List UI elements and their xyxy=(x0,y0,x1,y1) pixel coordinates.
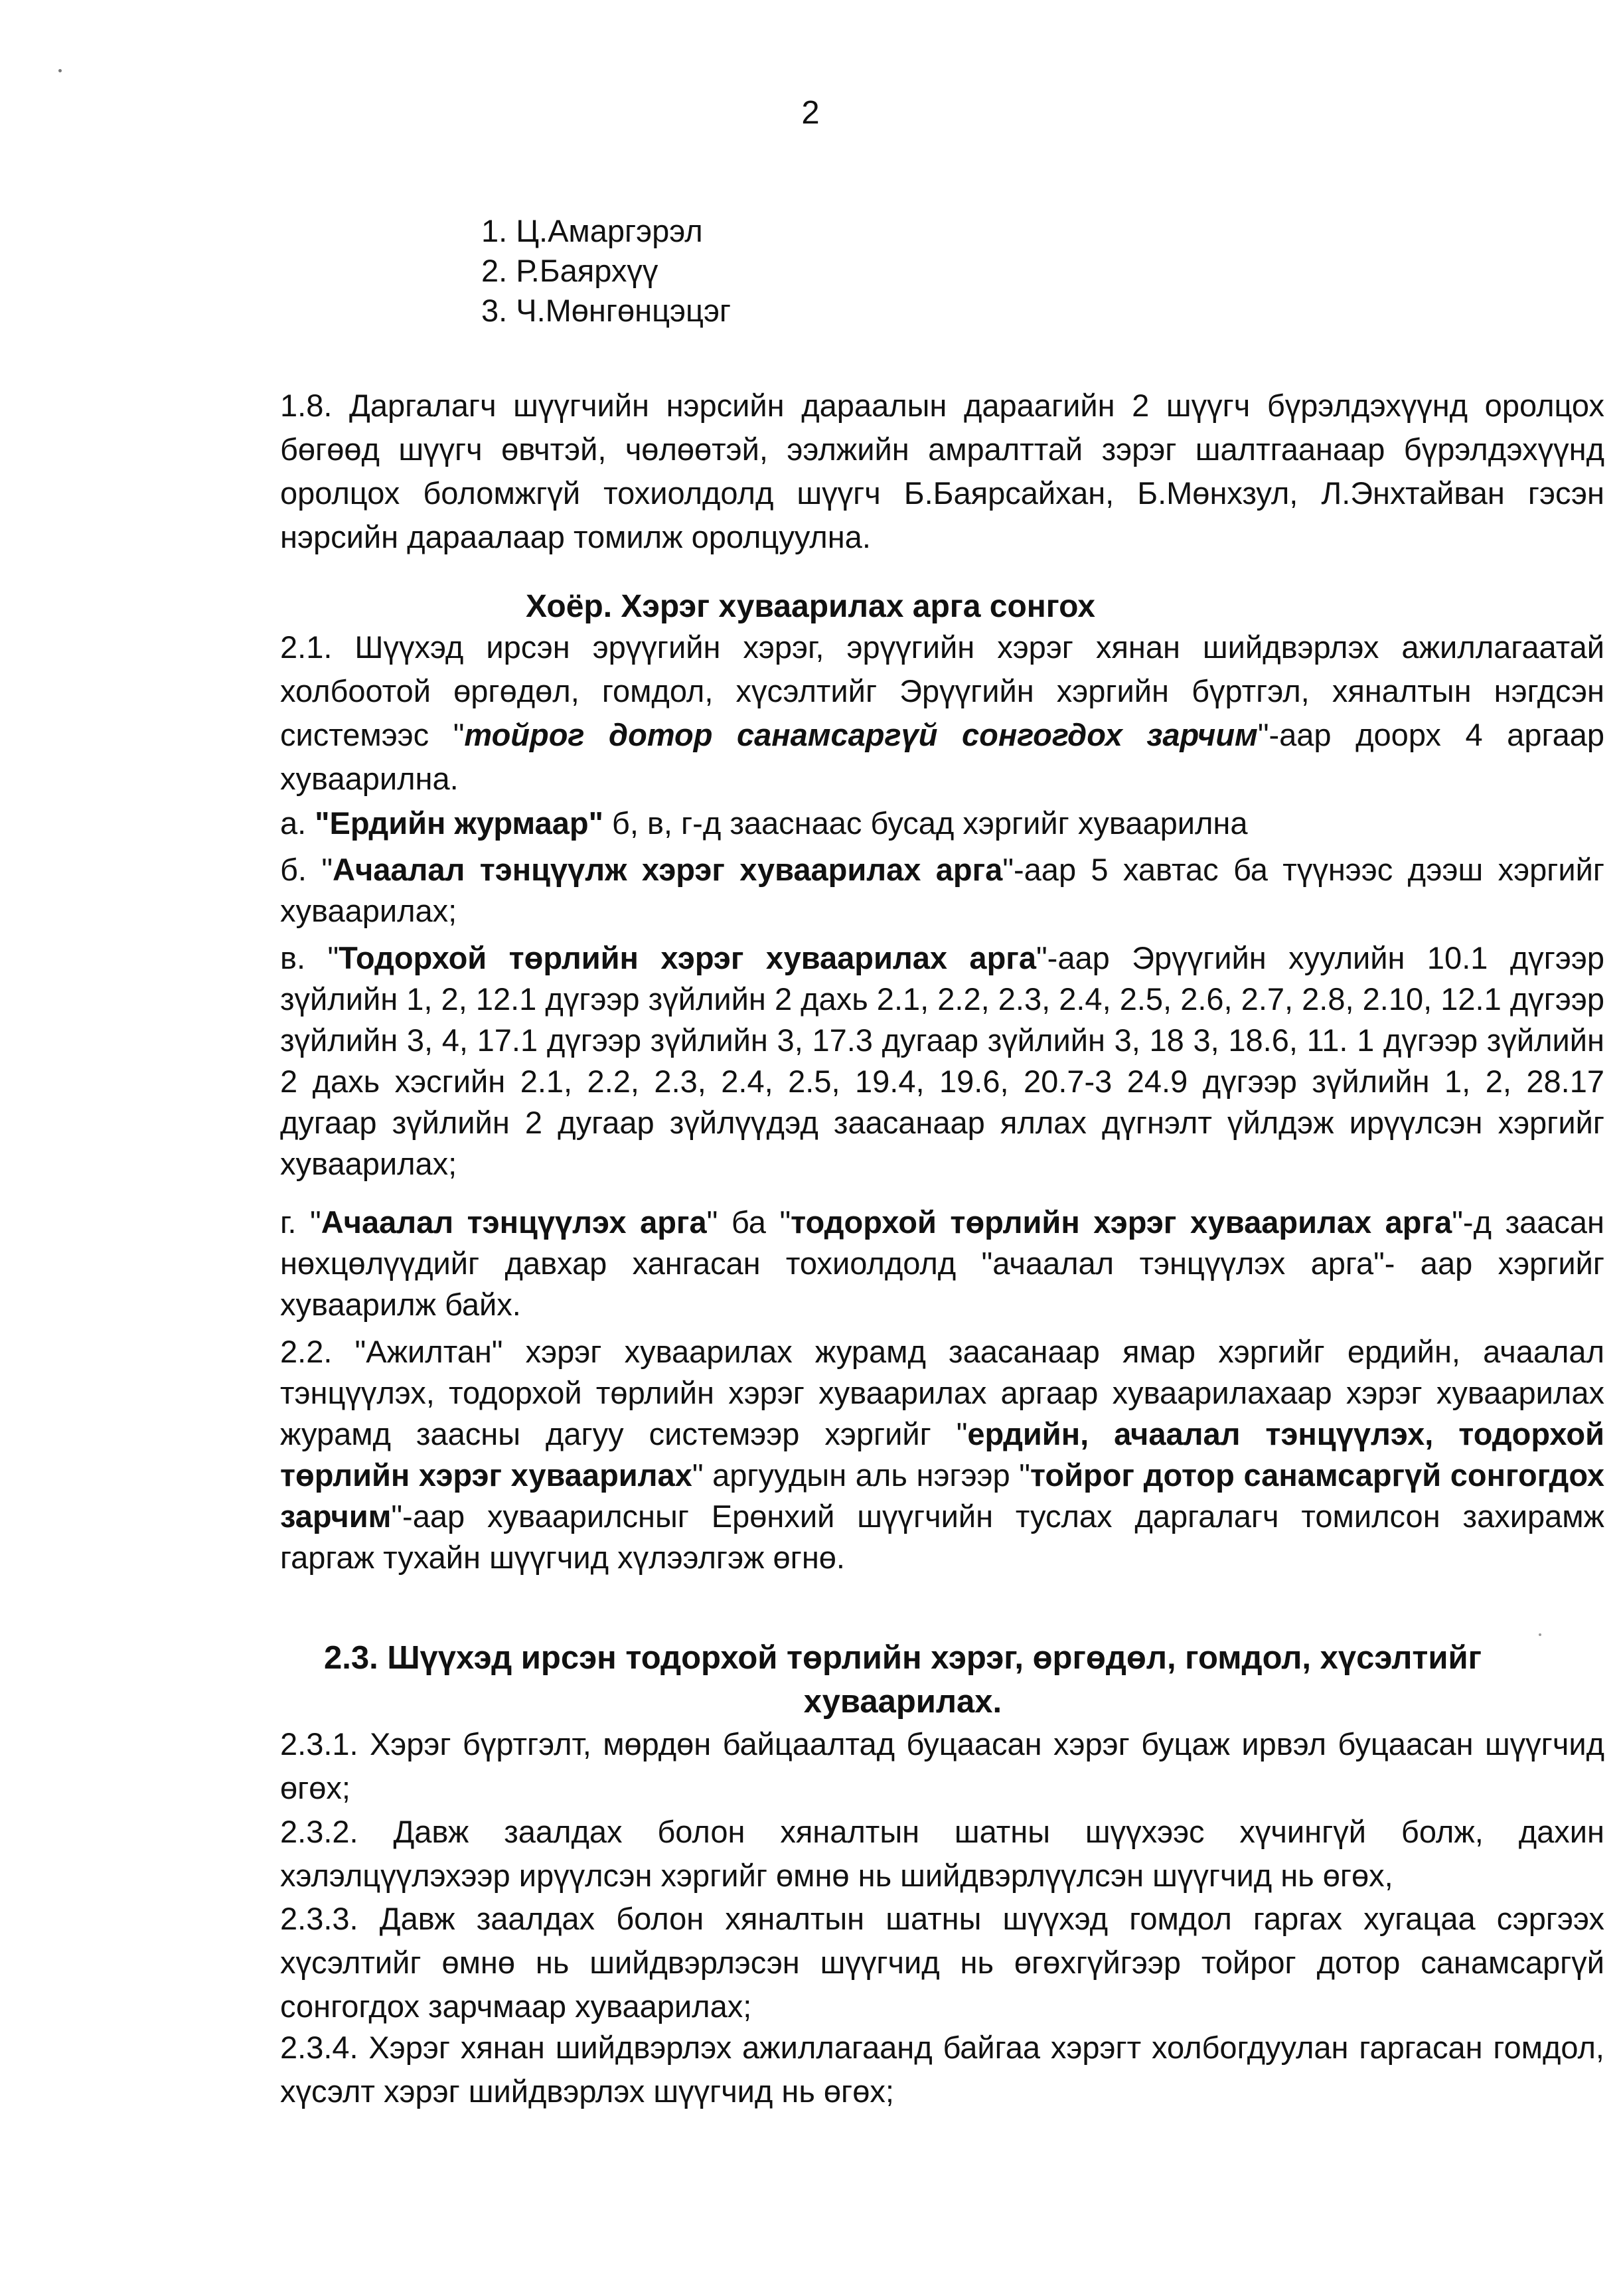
text-run: "-аар доорх 4 аргаар хуваарилна. xyxy=(280,717,1604,796)
bold-text: Тодорхой төрлийн хэрэг хуваарилах арга xyxy=(339,940,1036,975)
item-v xyxy=(181,938,1604,1185)
judge-list xyxy=(481,211,731,331)
text-run: а. xyxy=(280,805,315,841)
list-item: 3. Ч.Мөнгөнцэцэг xyxy=(481,293,732,328)
paragraph-2-3-2: 2.3.2. Давж заалдах болон хяналтын шатны шүүхээс хүчингүй болж, дахин хэлэлцүүлэхээр ирүүлсэн хэргийг өмнө нь шийдвэрлүүлсэн шүүгчид нь өгөх, xyxy=(280,1814,1604,1893)
paragraph-2-2 xyxy=(181,1331,1604,1578)
text-run: "-д заасан нөхцөлүүдийг давхар хангасан тохиолдолд "ачаалал тэнцүүлэх арга"- аар хэргийг хуваарилж байх. xyxy=(280,1204,1604,1322)
text-run: " ба " xyxy=(706,1204,791,1240)
text-run: "-аар 5 хавтас ба түүнээс дээш хэргийг хуваарилах; xyxy=(280,852,1604,928)
text-run: г. " xyxy=(280,1204,321,1240)
bold-text: тойрог дотор санамсаргүй сонгогдох зарчим xyxy=(280,1457,1604,1534)
text-run: " аргуудын аль нэгээр " xyxy=(692,1457,1030,1493)
list-item: 2. Р.Баярхүү xyxy=(481,253,658,288)
bold-text: Ачаалал тэнцүүлэх арга xyxy=(321,1204,707,1240)
paragraph-2-1 xyxy=(181,625,1604,801)
scan-speck xyxy=(58,69,62,72)
list-item: 1. Ц.Амаргэрэл xyxy=(481,213,703,248)
text-run: б. " xyxy=(280,852,333,887)
paragraph-2-3-4: 2.3.4. Хэрэг хянан шийдвэрлэх ажиллагаанд байгаа хэрэгт холбогдуулан гаргасан гомдол, хүсэлт хэрэг шийдвэрлэх шүүгчид нь өгөх; xyxy=(280,2030,1604,2109)
item-g xyxy=(181,1202,1604,1325)
paragraph-2-3-3: 2.3.3. Давж заалдах болон хяналтын шатны шүүхэд гомдол гаргах хугацаа сэргээх хүсэлтийг өмнө нь шийдвэрлэсэн шүүгчид нь өгөхгүйгээр тойрог дотор санамсаргүй сонгогдох зарчмаар хуваарилах; xyxy=(280,1901,1604,2024)
section-heading-2-3: 2.3. Шүүхэд ирсэн тодорхой төрлийн хэрэг, өргөдөл, гомдол, хүсэлтийг хуваарилах. xyxy=(323,1640,1482,1720)
text-run: 2.1. Шүүхэд ирсэн эрүүгийн хэрэг, эрүүгийн хэрэг хянан шийдвэрлэх ажиллагаатай холбоотой өргөдөл, гомдол, хүсэлтийг Эрүүгийн хэргийн бүртгэл, хяналтын нэгдсэн системээс " xyxy=(280,629,1604,752)
text-run: "-аар хуваарилсныг Ерөнхий шүүгчийн туслах даргалагч томилсон захирамж гаргаж тухайн шүүгчид хүлээлгэж өгнө. xyxy=(280,1499,1604,1575)
text-run: 2.2. "Ажилтан" хэрэг хуваарилах журамд заасанаар ямар хэргийг ердийн, ачаалал тэнцүүлэх, тодорхой төрлийн хэрэг хуваарилах аргаар хуваарилахаар хэрэг хуваарилах журамд заасны дагуу системээр хэргийг " xyxy=(280,1334,1604,1451)
paragraph-2-3-1: 2.3.1. Хэрэг бүртгэлт, мөрдөн байцаалтад буцаасан хэрэг буцаж ирвэл буцаасан шүүгчид өгөх; xyxy=(280,1726,1604,1805)
item-a xyxy=(181,801,1604,845)
text-run: в. " xyxy=(280,940,339,975)
page-number: 2 xyxy=(801,95,820,131)
paragraph-1-8: 1.8. Даргалагч шүүгчийн нэрсийн дараалын дараагийн 2 шүүгч бүрэлдэхүүнд оролцох бөгөөд шүүгч өвчтэй, чөлөөтэй, ээлжийн амралттай зэрэг шалтгаанаар бүрэлдэхүүнд оролцох боломжгүй тохиолдолд шүүгч Б.Баярсайхан, Б.Мөнхзул, Л.Энхтайван гэсэн нэрсийн дараалаар томилж оролцуулна. xyxy=(280,388,1604,554)
bold-text: ердийн, ачаалал тэнцүүлэх, тодорхой төрлийн хэрэг хуваарилах xyxy=(280,1416,1604,1493)
item-b xyxy=(181,849,1604,932)
scan-speck xyxy=(1539,1633,1541,1636)
bold-text: тодорхой төрлийн хэрэг хуваарилах арга xyxy=(791,1204,1452,1240)
bold-text: "Ердийн журмаар" xyxy=(315,805,603,841)
section-heading-2: Хоёр. Хэрэг хуваарилах арга сонгох xyxy=(526,589,1095,624)
bold-text: Ачаалал тэнцүүлж хэрэг хуваарилах арга xyxy=(333,852,1003,887)
text-run: "-аар Эрүүгийн хуулийн 10.1 дүгээр зүйлийн 1, 2, 12.1 дүгээр зүйлийн 2 дахь 2.1, 2.2, 2.3, 2.4, 2.5, 2.6, 2.7, 2.8, 2.10, 12.1 дүгээр зүйлийн 3, 4, 17.1 дүгээр зүйлийн 3, 17.3 дугаар зүйлийн 3, 18 3, 18.6, 11. 1 дүгээр зүйлийн 2 дахь хэсгийн 2.1, 2.2, 2.3, 2.4, 2.5, 19.4, 19.6, 20.7-3 24.9 дүгээр зүйлийн 1, 2, 28.17 дугаар зүйлийн 2 дугаар зүйлүүдэд заасанаар яллах дүгнэлт үйлдэж ирүүлсэн хэргийг хуваарилах; xyxy=(280,940,1604,1181)
text-run: б, в, г-д зааснаас бусад хэргийг хуваарилна xyxy=(603,805,1248,841)
emphasis-text: тойрог дотор санамсаргүй сонгогдох зарчим xyxy=(464,717,1258,752)
